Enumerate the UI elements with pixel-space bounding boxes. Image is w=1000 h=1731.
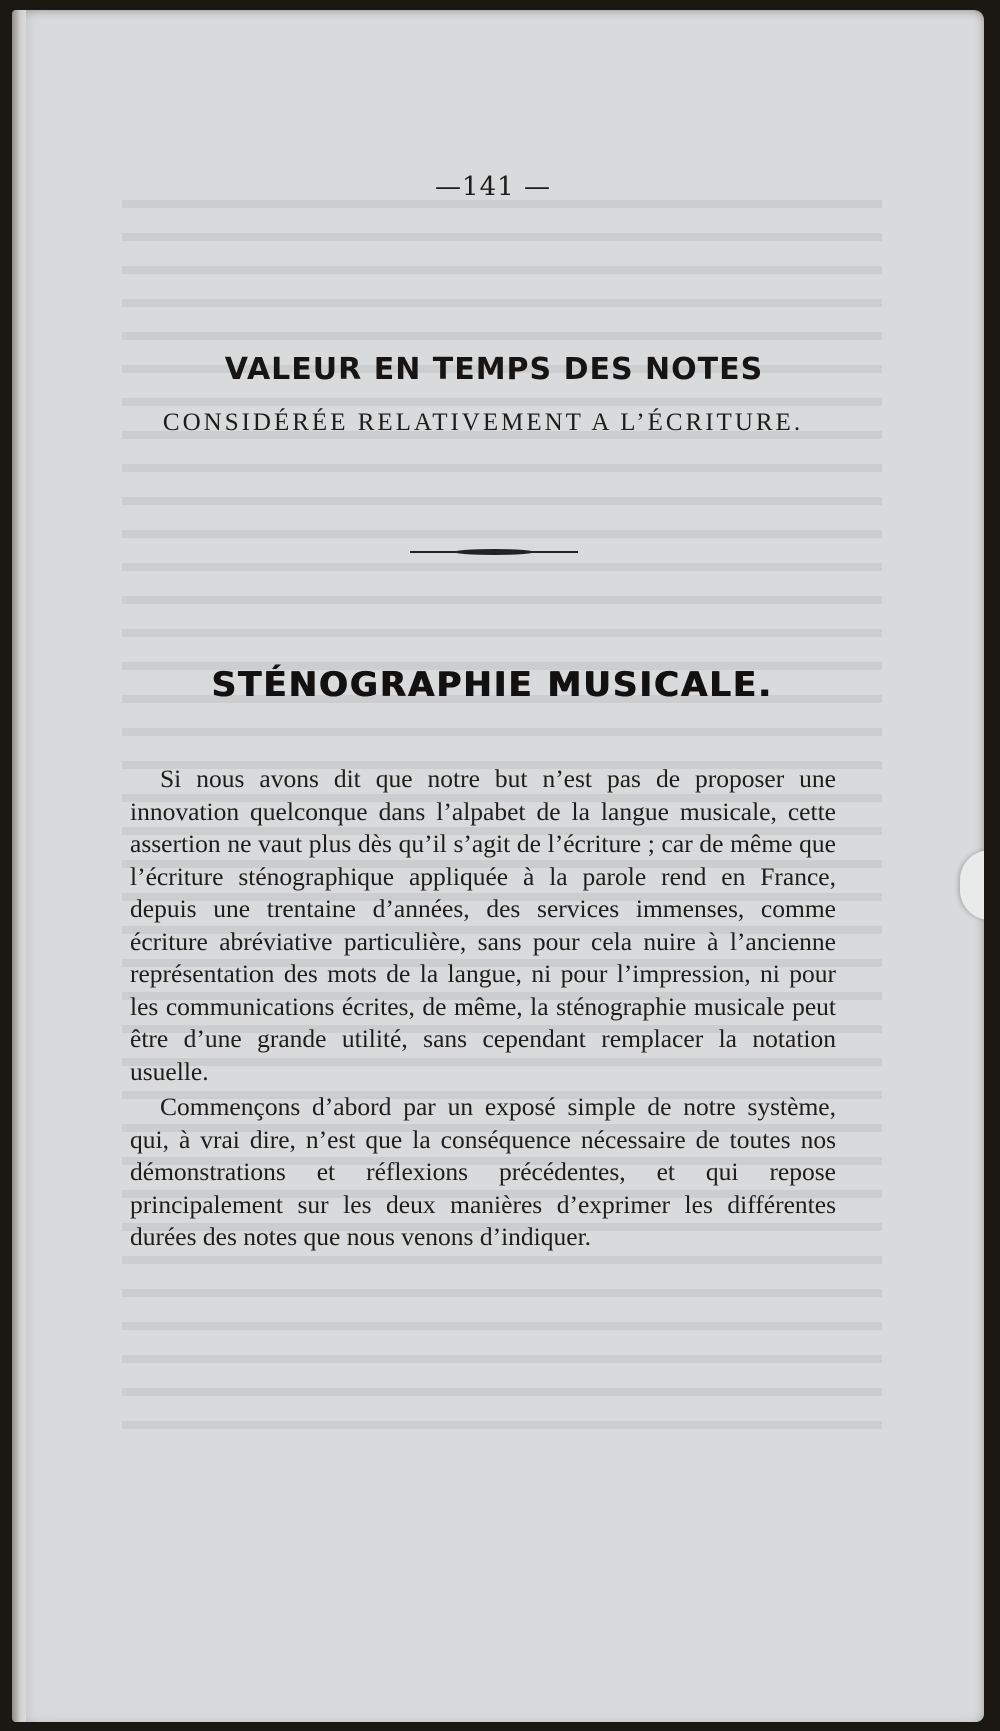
section-heading: STÉNOGRAPHIE MUSICALE.	[211, 665, 773, 705]
ornamental-divider	[410, 547, 578, 557]
page-edge-tab	[960, 850, 984, 920]
page-content	[130, 160, 836, 1254]
paragraph: Commençons d’abord par un exposé simple de notre système, qui, à vrai dire, n’est que la conséquence nécessaire de toutes nos démonstrations et réflexions précédentes, et qui repose principalement sur les deux manières d’exprimer les différentes durées des notes que nous venons d’indiquer.	[130, 1092, 836, 1251]
book-page	[12, 10, 984, 1722]
page-subtitle: CONSIDÉRÉE RELATIVEMENT A L’ÉCRITURE.	[162, 409, 804, 436]
page-number: —141 —	[435, 172, 551, 202]
page-title: VALEUR EN TEMPS DES NOTES	[224, 352, 764, 387]
body-text	[130, 763, 836, 1254]
page-gutter-shadow	[12, 10, 26, 1722]
paragraph: Si nous avons dit que notre but n’est pas de proposer une innovation quelconque dans l’alpabet de la langue musicale, cette assertion ne vaut plus dès qu’il s’agit de l’écriture ; car de même que l’écriture sténographique appliquée à la parole rend en France, depuis une trentaine d’années, des services immenses, comme écriture abréviative particulière, sans pour cela nuire à l’ancienne représentation des mots de la langue, ni pour l’impression, ni pour les communications écrites, de même, la sténographie musicale peut être d’une grande utilité, sans cependant remplacer la notation usuelle.	[130, 764, 836, 1086]
